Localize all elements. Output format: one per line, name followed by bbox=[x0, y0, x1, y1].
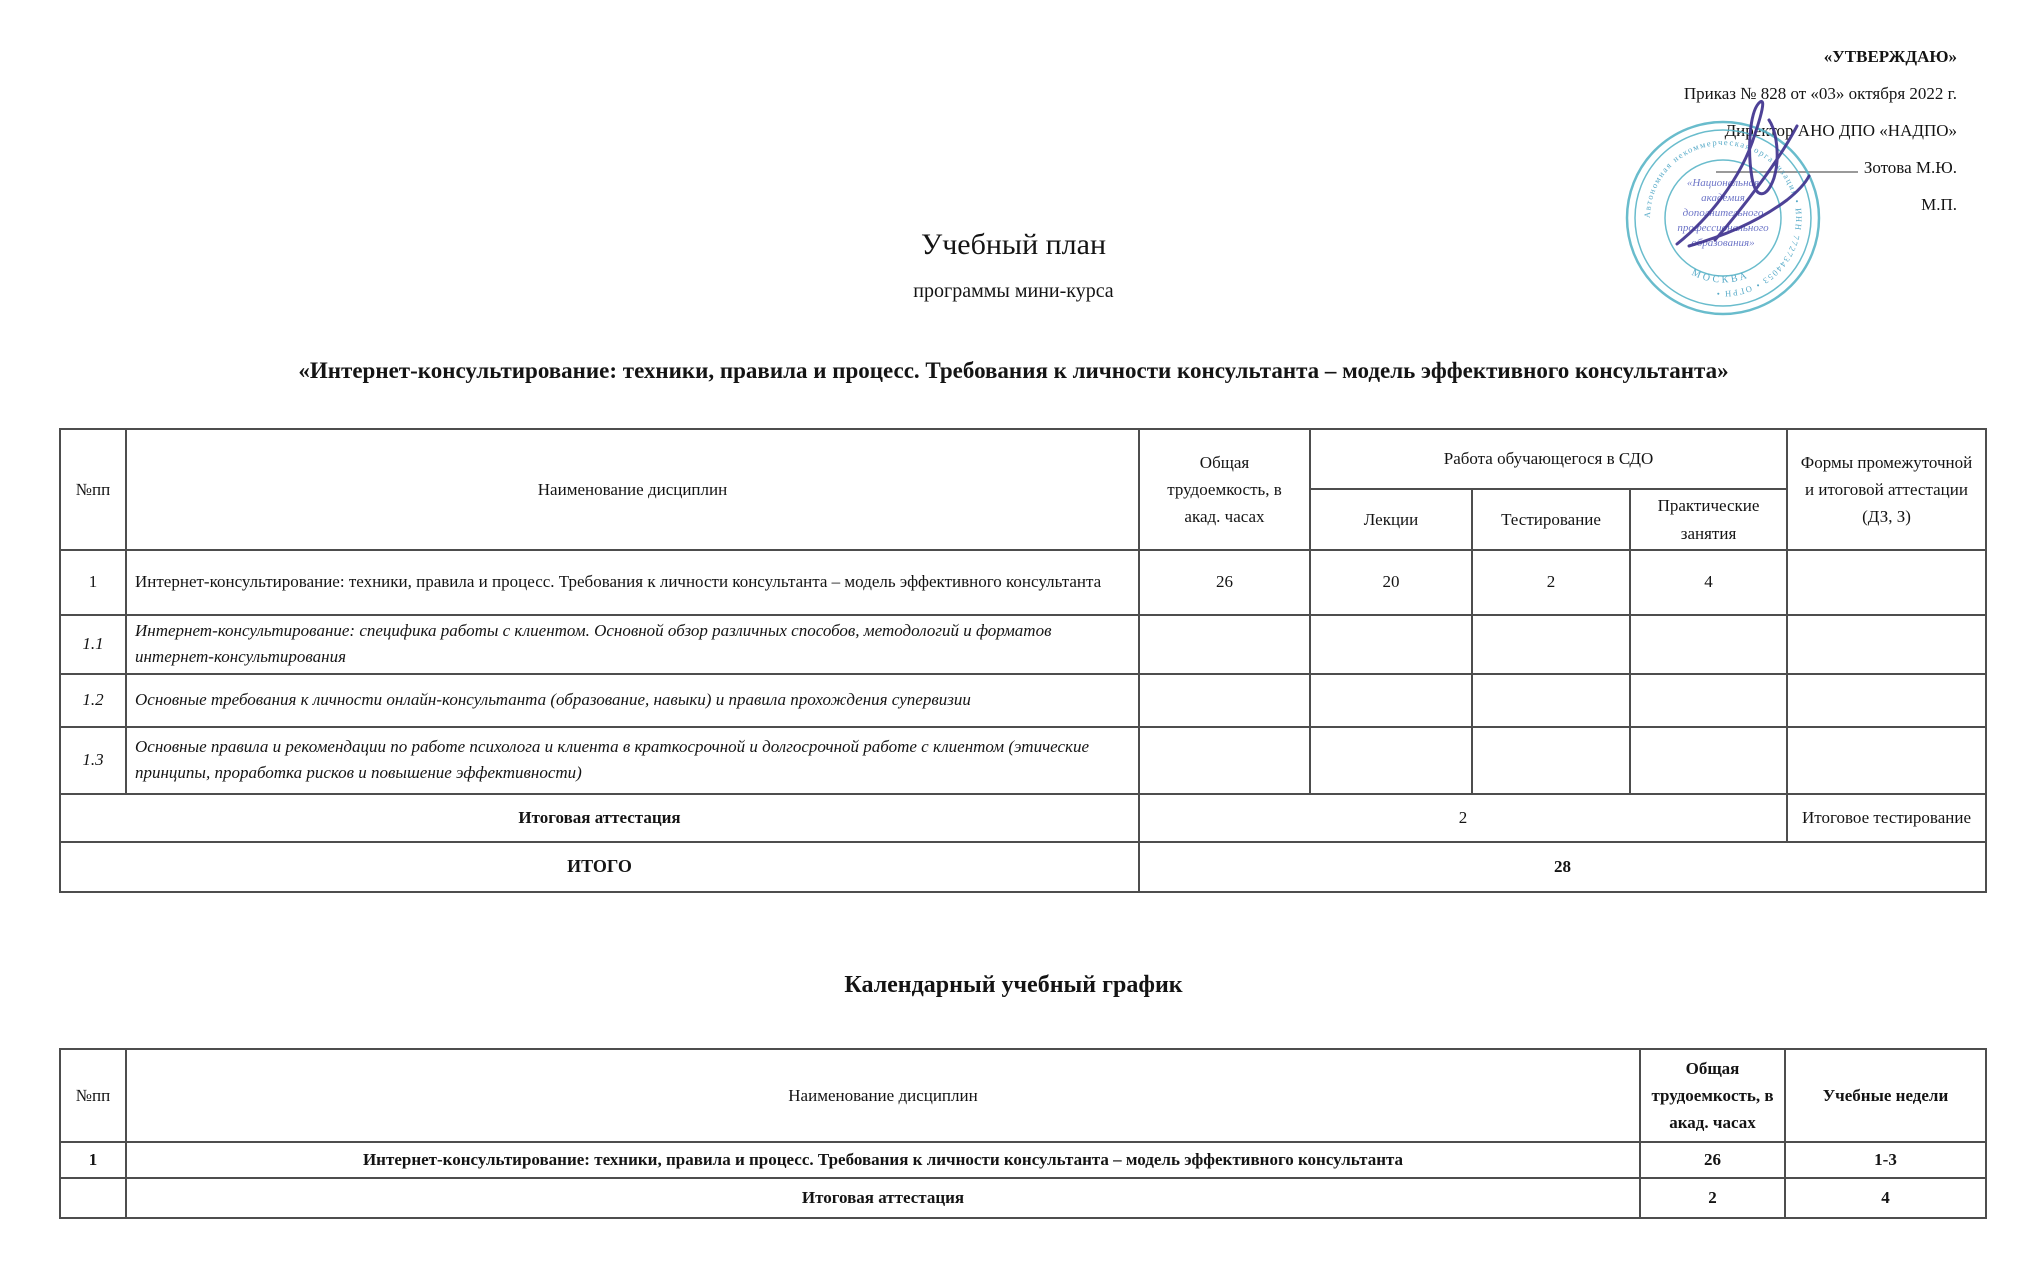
practice-hours bbox=[1630, 727, 1787, 794]
signature-stroke bbox=[1715, 126, 1797, 240]
page-title: Учебный план bbox=[920, 228, 1107, 261]
signature-stroke bbox=[1677, 101, 1777, 244]
row-num: 1.3 bbox=[60, 727, 126, 794]
testing-hours bbox=[1472, 674, 1630, 727]
practice-hours: 4 bbox=[1630, 550, 1787, 615]
row-num: 1.1 bbox=[60, 615, 126, 674]
final-attestation-form: Итоговое тестирование bbox=[1787, 794, 1986, 842]
total-label: ИТОГО bbox=[60, 842, 1139, 892]
attestation-form bbox=[1787, 615, 1986, 674]
total-hours bbox=[1139, 615, 1310, 674]
stamp-city-text: МОСКВА bbox=[1689, 267, 1752, 286]
curriculum-table bbox=[59, 428, 1987, 893]
col-header-num: №пп bbox=[60, 1049, 126, 1142]
total-hours: 26 bbox=[1640, 1142, 1785, 1178]
final-attestation-label: Итоговая аттестация bbox=[60, 794, 1139, 842]
page-subtitle: программы мини-курса bbox=[913, 280, 1114, 302]
svg-text:академия: академия bbox=[1701, 192, 1745, 204]
col-header-practice: Практические занятия bbox=[1630, 489, 1787, 550]
table-row bbox=[60, 615, 1986, 674]
col-header-lectures: Лекции bbox=[1310, 489, 1472, 550]
approve-label: «УТВЕРЖДАЮ» bbox=[1823, 47, 1957, 66]
svg-text:дополнительного: дополнительного bbox=[1682, 207, 1764, 219]
col-header-attestation-forms: Формы промежуточной и итоговой аттестации (ДЗ, З) bbox=[1787, 429, 1986, 550]
table-row bbox=[60, 1178, 1986, 1218]
lecture-hours: 20 bbox=[1310, 550, 1472, 615]
lecture-hours bbox=[1310, 727, 1472, 794]
lecture-hours bbox=[1310, 674, 1472, 727]
lecture-hours bbox=[1310, 615, 1472, 674]
row-num: 1 bbox=[60, 1142, 126, 1178]
study-weeks: 1-3 bbox=[1785, 1142, 1986, 1178]
attestation-form bbox=[1787, 550, 1986, 615]
final-attestation-row bbox=[60, 794, 1986, 842]
stamp-ring-text: Автономная некоммерческая организация • ИНН 7727344053 • ОГРН • bbox=[1641, 136, 1805, 300]
svg-text:профессионального: профессионального bbox=[1677, 222, 1769, 234]
svg-text:образования»: образования» bbox=[1691, 237, 1755, 249]
mp-label: М.П. bbox=[1921, 195, 1957, 214]
col-header-total-hours: Общая трудоемкость, в акад. часах bbox=[1640, 1049, 1785, 1142]
discipline-name: Интернет-консультирование: техники, правила и процесс. Требования к личности консультанта – модель эффективного консультанта bbox=[126, 550, 1139, 615]
table-row bbox=[60, 1142, 1986, 1178]
order-line: Приказ № 828 от «03» октября 2022 г. bbox=[1683, 84, 1957, 103]
col-header-name: Наименование дисциплин bbox=[126, 429, 1139, 550]
director-name: Зотова М.Ю. bbox=[1863, 158, 1957, 177]
col-header-weeks: Учебные недели bbox=[1785, 1049, 1986, 1142]
row-num bbox=[60, 1178, 126, 1218]
total-hours: 2 bbox=[1640, 1178, 1785, 1218]
discipline-name: Интернет-консультирование: техники, правила и процесс. Требования к личности консультанта – модель эффективного консультанта bbox=[126, 1142, 1640, 1178]
director-line: Директор АНО ДПО «НАДПО» bbox=[1724, 121, 1957, 140]
practice-hours bbox=[1630, 615, 1787, 674]
discipline-name: Интернет-консультирование: специфика работы с клиентом. Основной обзор различных способов, методологий и форматов интернет-консультирования bbox=[126, 615, 1139, 674]
final-attestation-hours: 2 bbox=[1139, 794, 1787, 842]
col-header-name: Наименование дисциплин bbox=[126, 1049, 1640, 1142]
total-hours: 26 bbox=[1139, 550, 1310, 615]
col-header-total-hours: Общая трудоемкость, в акад. часах bbox=[1139, 429, 1310, 550]
table-row bbox=[60, 550, 1986, 615]
row-num: 1.2 bbox=[60, 674, 126, 727]
attestation-form bbox=[1787, 727, 1986, 794]
discipline-name: Итоговая аттестация bbox=[126, 1178, 1640, 1218]
total-hours-value: 28 bbox=[1139, 842, 1986, 892]
table-row bbox=[60, 674, 1986, 727]
attestation-form bbox=[1787, 674, 1986, 727]
svg-text:«Национальная: «Национальная bbox=[1686, 177, 1760, 189]
table-row bbox=[60, 727, 1986, 794]
discipline-name: Основные требования к личности онлайн-консультанта (образование, навыки) и правила прохождения супервизии bbox=[126, 674, 1139, 727]
testing-hours bbox=[1472, 727, 1630, 794]
course-title: «Интернет-консультирование: техники, правила и процесс. Требования к личности консультанта – модель эффективного консультанта» bbox=[298, 358, 1729, 383]
total-hours bbox=[1139, 674, 1310, 727]
row-num: 1 bbox=[60, 550, 126, 615]
schedule-title: Календарный учебный график bbox=[844, 972, 1183, 998]
col-header-num: №пп bbox=[60, 429, 126, 550]
col-header-sdo-group: Работа обучающегося в СДО bbox=[1310, 429, 1787, 489]
practice-hours bbox=[1630, 674, 1787, 727]
testing-hours: 2 bbox=[1472, 550, 1630, 615]
total-row bbox=[60, 842, 1986, 892]
study-weeks: 4 bbox=[1785, 1178, 1986, 1218]
testing-hours bbox=[1472, 615, 1630, 674]
schedule-table bbox=[59, 1048, 1987, 1219]
total-hours bbox=[1139, 727, 1310, 794]
col-header-testing: Тестирование bbox=[1472, 489, 1630, 550]
discipline-name: Основные правила и рекомендации по работе психолога и клиента в краткосрочной и долгосрочной работе с клиентом (этические принципы, проработка рисков и повышение эффективности) bbox=[126, 727, 1139, 794]
